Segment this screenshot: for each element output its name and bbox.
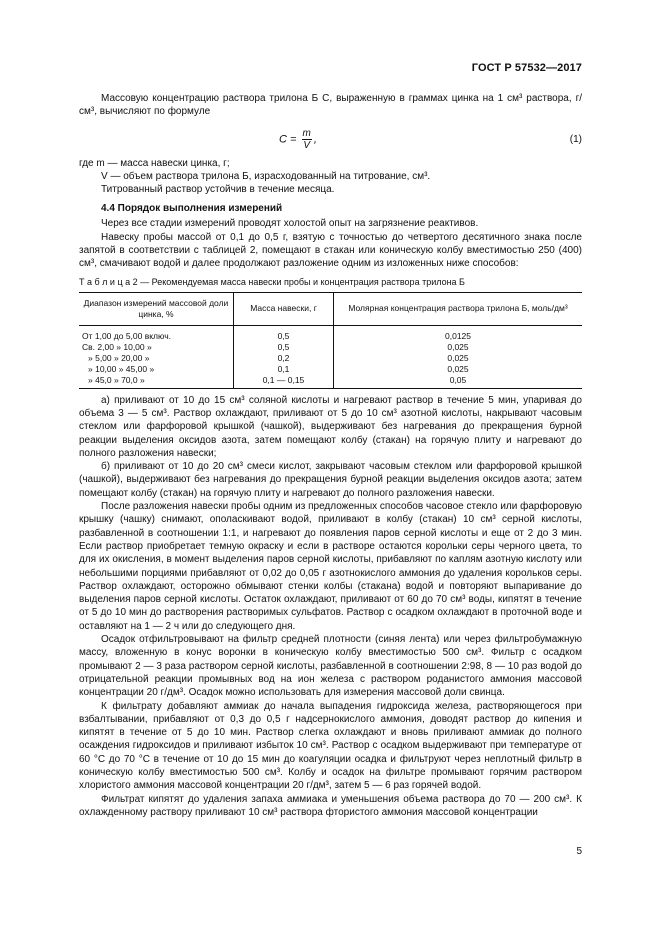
cell-mass: 0,1 <box>234 364 334 375</box>
formula-tail: , <box>313 133 317 145</box>
final-para: Фильтрат кипятят до удаления запаха аммиака и уменьшения объема раствора до 70 — 200 см³. К охлажденному раствору приливают 10 см³ раствора фтористого аммония массовой концентрации <box>79 793 582 818</box>
header-range: Диапазон измерений массовой доли цинка, % <box>79 292 234 325</box>
section-heading: 4.4 Порядок выполнения измерений <box>101 203 283 215</box>
cell-concentration: 0,025 <box>334 364 583 375</box>
cell-range: Св. 2,00 » 10,00 » <box>82 341 152 352</box>
table-caption: Т а б л и ц а 2 — Рекомендуемая масса навески пробы и концентрация раствора трилона Б <box>79 276 465 287</box>
method-b: б) приливают от 10 до 20 см³ смеси кислот, закрывают часовым стеклом или фарфоровой крышкой (чашкой), выдерживают без нагревания до прекращения бурной реакции выделения оксидов азота; затем помещают колбу (стакан) на горячую плиту и нагревают до полного разложения навески. <box>79 461 582 499</box>
blank-test-para: Через все стадии измерений проводят холостой опыт на загрязнение реактивов. <box>101 218 479 230</box>
formula-fraction <box>302 128 312 151</box>
recommendation-table <box>79 292 582 389</box>
header-mass: Масса навески, г <box>234 292 334 325</box>
table-row <box>79 375 582 389</box>
cell-mass: 0,5 <box>234 325 334 342</box>
formula-lhs: C = <box>279 133 297 145</box>
formula-numerator: m <box>302 127 311 139</box>
cell-range: » 5,00 » 20,00 » <box>88 352 150 363</box>
method-a: а) приливают от 10 до 15 см³ соляной кислоты и нагревают раствор в течение 5 мин, упаривая до объема 3 — 5 см³. Раствор охлаждают, приливают от 5 до 10 см³ азотной кислоты, накрывают часовым стеклом или фарфоровой крышкой (чашкой), выдерживают без нагревания до прекращения бурной реакции выделения оксидов азота, затем помещают колбу (стакан) на горячую плиту и нагревают до полного разложения навески; <box>79 394 582 459</box>
after-decomposition-para: После разложения навески пробы одним из предложенных способов часовое стекло или фарфоровую крышку (чашку) снимают, ополаскивают водой, приливают в колбу (стакан) 10 см³ серной кислоты, разбавленной в соотношении 1:1, и нагревают до появления паров серной кислоты и еще от 2 до 3 мин. Если раствор приобретает темную окраску и если в растворе остаются корольки серы черного цвета, то для их окисления, в момент выделения паров серной кислоты, прибавляют по каплям азотную кислоту или небольшими порциями прибавляют от 0,02 до 0,05 г азотнокислого аммония до удаления корольков серы. Раствор охлаждают, осторожно обмывают стенки колбы (стакана) водой и повторяют выпаривание до выделения паров серной кислоты. Остаток охлаждают, приливают от 60 до 70 см³ воды, кипятят в течение от 5 до 10 мин до растворения растворимых сульфатов. Раствор с осадком охлаждают в проточной воде и оставляют на 1 — 2 ч или до следующего дня. <box>79 501 582 632</box>
formula-number: (1) <box>569 133 582 145</box>
formula <box>279 128 317 151</box>
cell-mass: 0,1 — 0,15 <box>234 375 334 389</box>
cell-range: От 1,00 до 5,00 включ. <box>82 330 171 341</box>
table-header-row <box>79 292 582 325</box>
formula-denominator: V <box>303 139 310 151</box>
cell-mass: 0,5 <box>234 342 334 353</box>
header-concentration: Молярная концентрация раствора трилона Б, моль/дм³ <box>334 292 583 325</box>
where-v: V — объем раствора трилона Б, израсходованный на титрование, см³. <box>101 170 431 182</box>
cell-concentration: 0,025 <box>334 353 583 364</box>
cell-concentration: 0,05 <box>334 375 583 389</box>
stability-note: Титрованный раствор устойчив в течение месяца. <box>101 184 335 196</box>
sample-para: Навеску пробы массой от 0,1 до 0,5 г, взятую с точностью до четвертого десятичного знака после запятой в соответствии с таблицей 2, помещают в стакан или коническую колбу вместимостью 250 (400) см³, смачивают водой и далее продолжают разложение одним из изложенных ниже способов: <box>79 231 582 270</box>
table-row <box>79 342 582 353</box>
cell-concentration: 0,0125 <box>334 325 583 342</box>
table-row <box>79 325 582 342</box>
formula-block <box>79 124 582 154</box>
page-body <box>79 92 582 819</box>
table-row <box>79 364 582 375</box>
concentration-intro: Массовую концентрацию раствора трилона Б C, выраженную в граммах цинка на 1 см³ раствора, г/см³, вычисляют по формуле <box>79 93 582 118</box>
cell-mass: 0,2 <box>234 353 334 364</box>
where-m: где m — масса навески цинка, г; <box>79 157 230 169</box>
cell-concentration: 0,025 <box>334 342 583 353</box>
document-code: ГОСТ Р 57532—2017 <box>471 62 582 74</box>
filtration-para: Осадок отфильтровывают на фильтр средней плотности (синяя лента) или через фильтробумажную массу, вложенную в конус воронки в коническую колбу вместимостью 500 см³. Фильтр с осадком промывают 2 — 3 раза раствором серной кислоты, разбавленной в соотношении 2:98, 8 — 10 раз водой до отрицательной реакции промывных вод на ион железа с раствором роданистого аммония массовой концентрации 20 г/дм³. Осадок можно использовать для измерения массовой доли свинца. <box>79 634 582 699</box>
cell-range: » 10,00 » 45,00 » <box>88 363 155 374</box>
page-number: 5 <box>576 846 582 857</box>
cell-range: » 45,0 » 70,0 » <box>79 375 234 389</box>
table-row <box>79 353 582 364</box>
ammonia-para: К фильтрату добавляют аммиак до начала выпадения гидроксида железа, растворяющегося при взбалтывании, прибавляют от 0,3 до 0,5 г надсернокислого аммония, доводят раствор до кипения и кипятят в течение от 5 до 10 мин. Раствор слегка охлаждают и вновь приливают аммиак до полного осаждения гидроксидов и приливают избыток 10 см³. Раствор с осадком выдерживают при температуре от 60 °С до 70 °С в течение от 10 до 15 мин до коагуляции осадка и фильтруют через неплотный фильтр в коническую колбу вместимостью 500 см³. Колбу и осадок на фильтре промывают горячим раствором хлористого аммония массовой концентрации 20 г/дм³, затем 5 — 6 раз горячей водой. <box>79 700 582 792</box>
